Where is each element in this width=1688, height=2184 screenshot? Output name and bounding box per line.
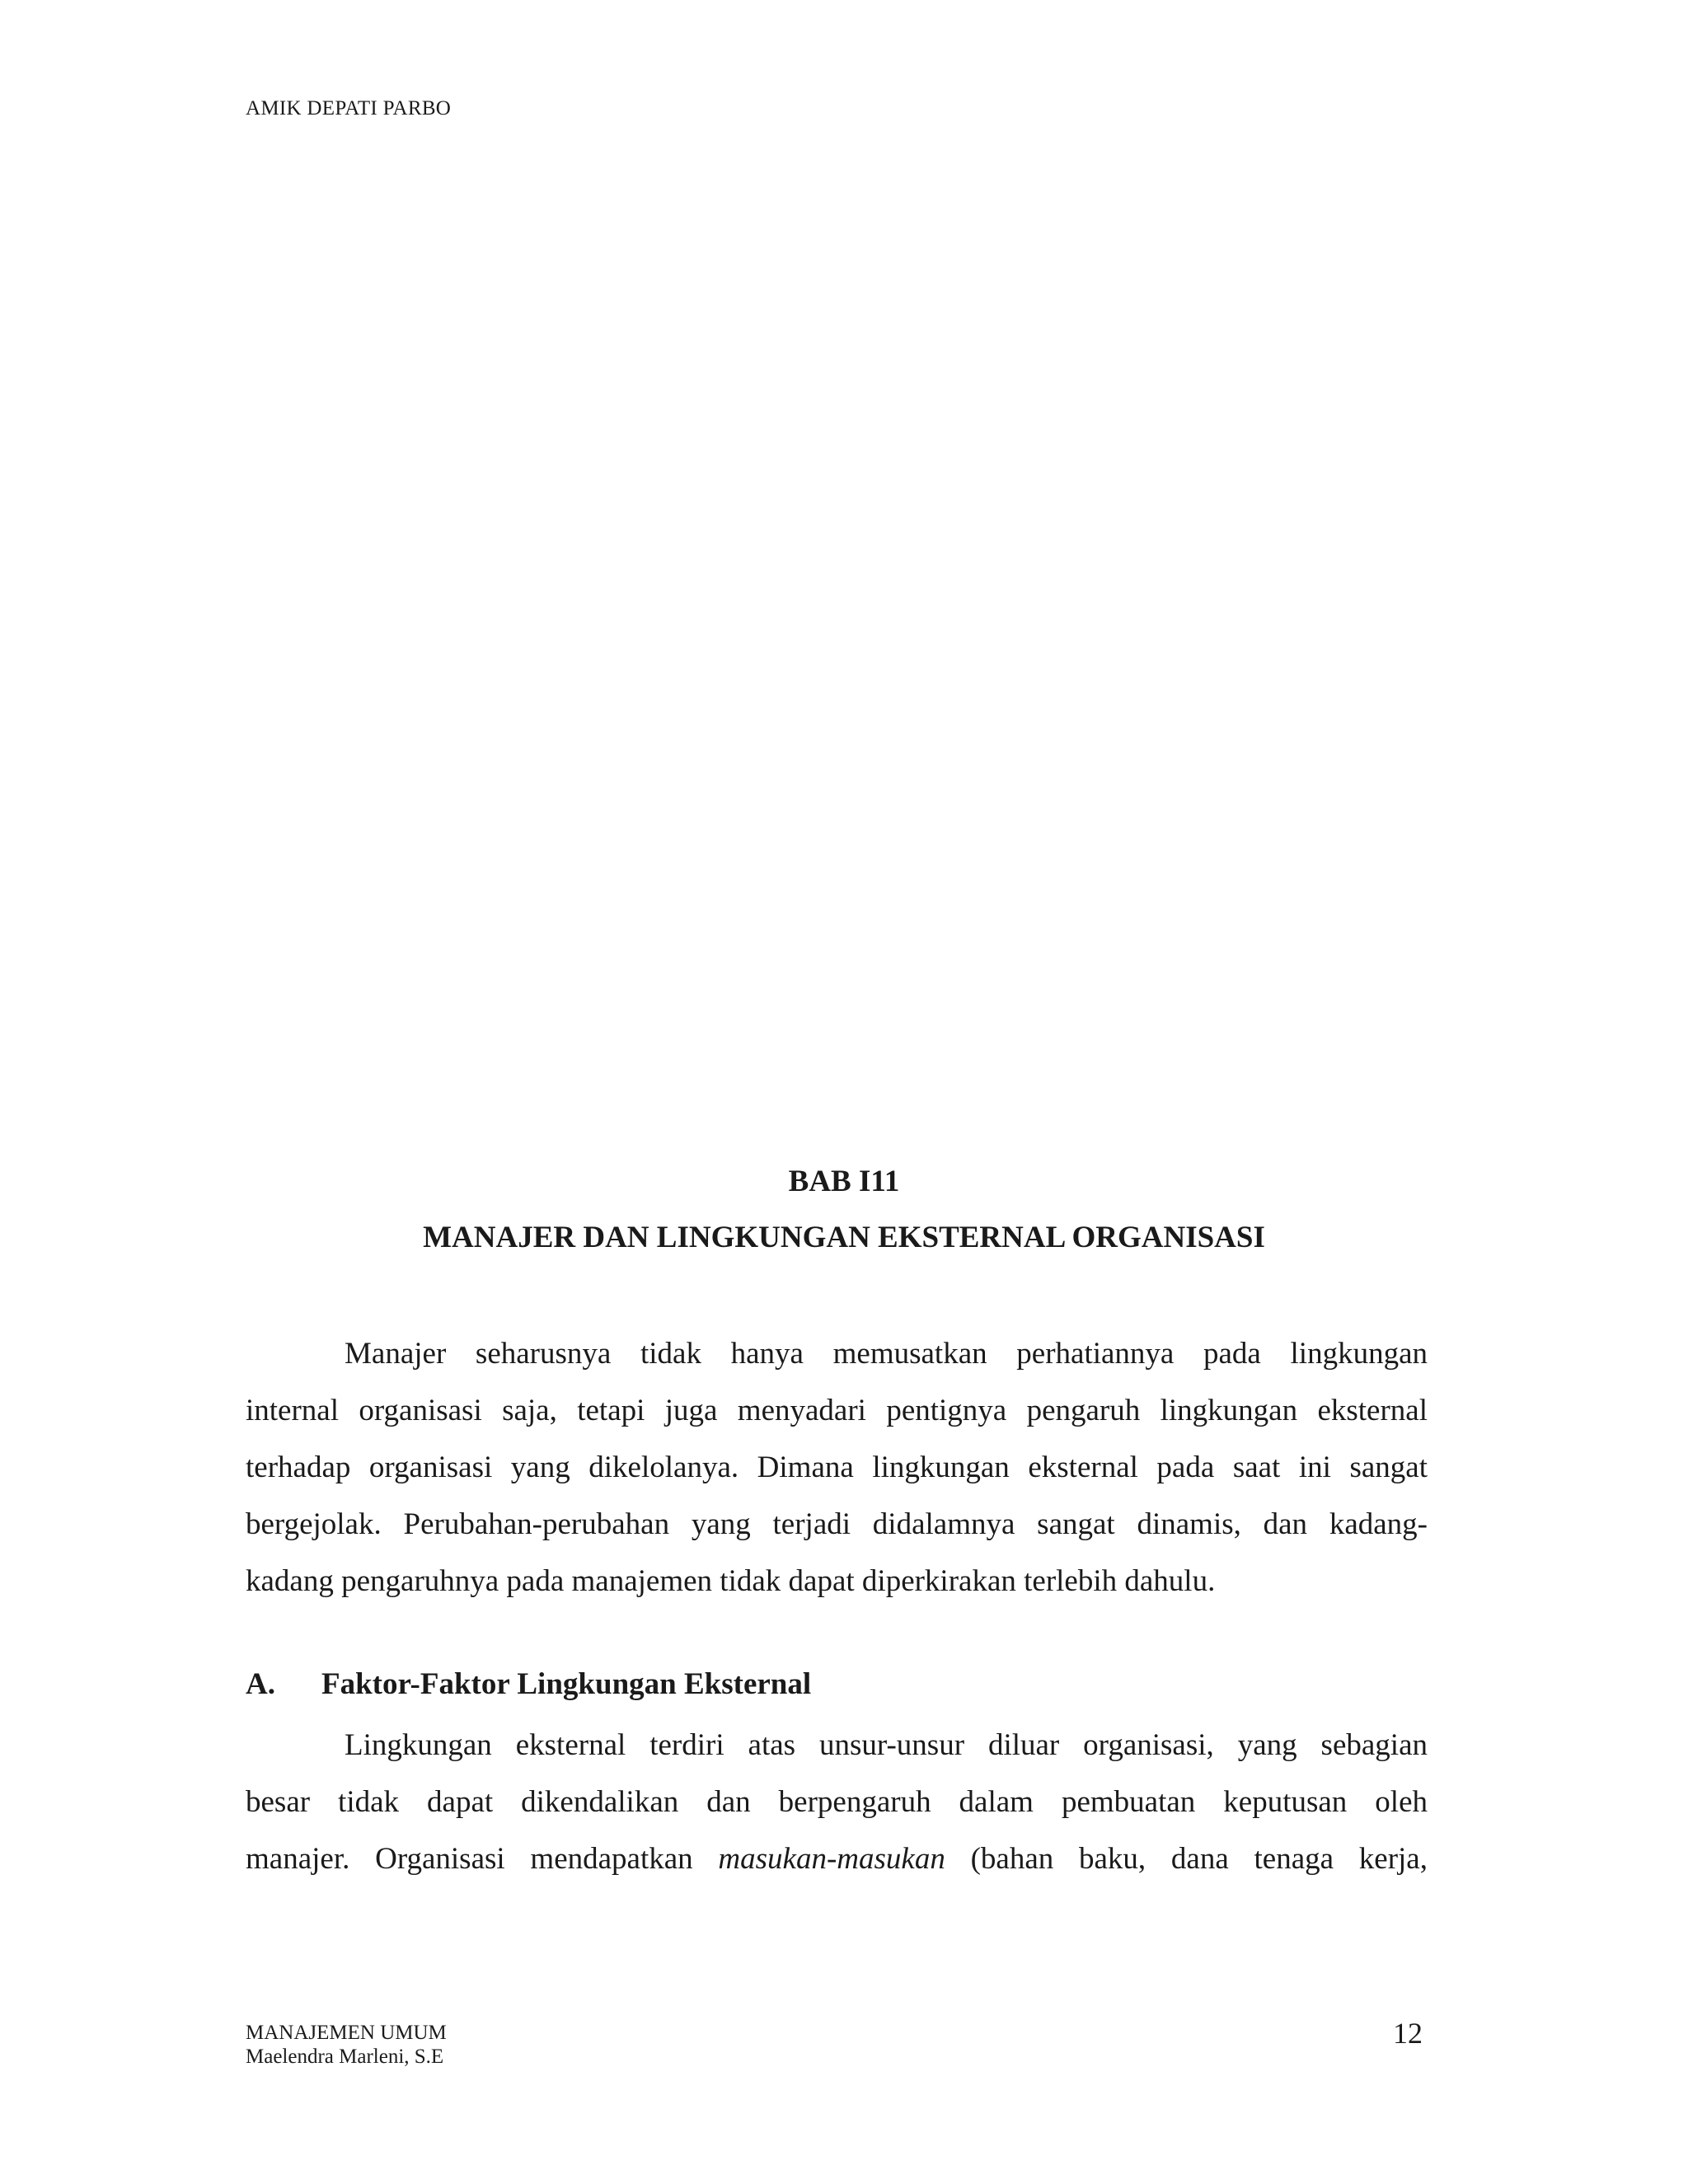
section-a-heading — [246, 1666, 811, 1702]
footer-left — [246, 2021, 447, 2069]
section-a-line-3-before: manajer. Organisasi mendapatkan — [246, 1842, 719, 1876]
section-a-title: Faktor-Faktor Lingkungan Eksternal — [321, 1667, 812, 1701]
intro-line-3: terhadap organisasi yang dikelolanya. Dimana lingkungan eksternal pada saat ini sangat — [246, 1451, 1428, 1484]
section-a-paragraph — [246, 1717, 1428, 1887]
section-a-line-3-italic: masukan-masukan — [718, 1842, 945, 1876]
section-a-line-3 — [246, 1830, 1428, 1887]
section-a-letter: A. — [246, 1667, 275, 1701]
chapter-title-text: MANAJER DAN LINGKUNGAN EKSTERNAL ORGANISASI — [423, 1221, 1265, 1254]
chapter-number-text: BAB I11 — [788, 1165, 900, 1198]
intro-line-5: kadang pengaruhnya pada manajemen tidak dapat diperkirakan terlebih dahulu. — [246, 1564, 1216, 1598]
section-a-line-3-after: (bahan baku, dana tenaga kerja, — [945, 1842, 1428, 1876]
footer-book-title: MANAJEMEN UMUM — [246, 2022, 447, 2044]
intro-paragraph — [246, 1325, 1428, 1610]
section-a-line-1: Lingkungan eksternal terdiri atas unsur-unsur diluar organisasi, yang sebagian — [345, 1728, 1428, 1762]
section-a-line-2: besar tidak dapat dikendalikan dan berpengaruh dalam pembuatan keputusan oleh — [246, 1785, 1428, 1819]
footer-author: Maelendra Marleni, S.E — [246, 2046, 444, 2068]
intro-line-4: bergejolak. Perubahan-perubahan yang terjadi didalamnya sangat dinamis, dan kadang- — [246, 1507, 1428, 1541]
chapter-number — [0, 1164, 1688, 1199]
running-header: AMIK DEPATI PARBO — [246, 97, 452, 120]
chapter-title — [0, 1220, 1688, 1255]
intro-line-1: Manajer seharusnya tidak hanya memusatkan perhatiannya pada lingkungan — [345, 1337, 1428, 1371]
intro-line-2: internal organisasi saja, tetapi juga menyadari pentignya pengaruh lingkungan eksternal — [246, 1394, 1428, 1427]
page-number: 12 — [1393, 2017, 1423, 2050]
